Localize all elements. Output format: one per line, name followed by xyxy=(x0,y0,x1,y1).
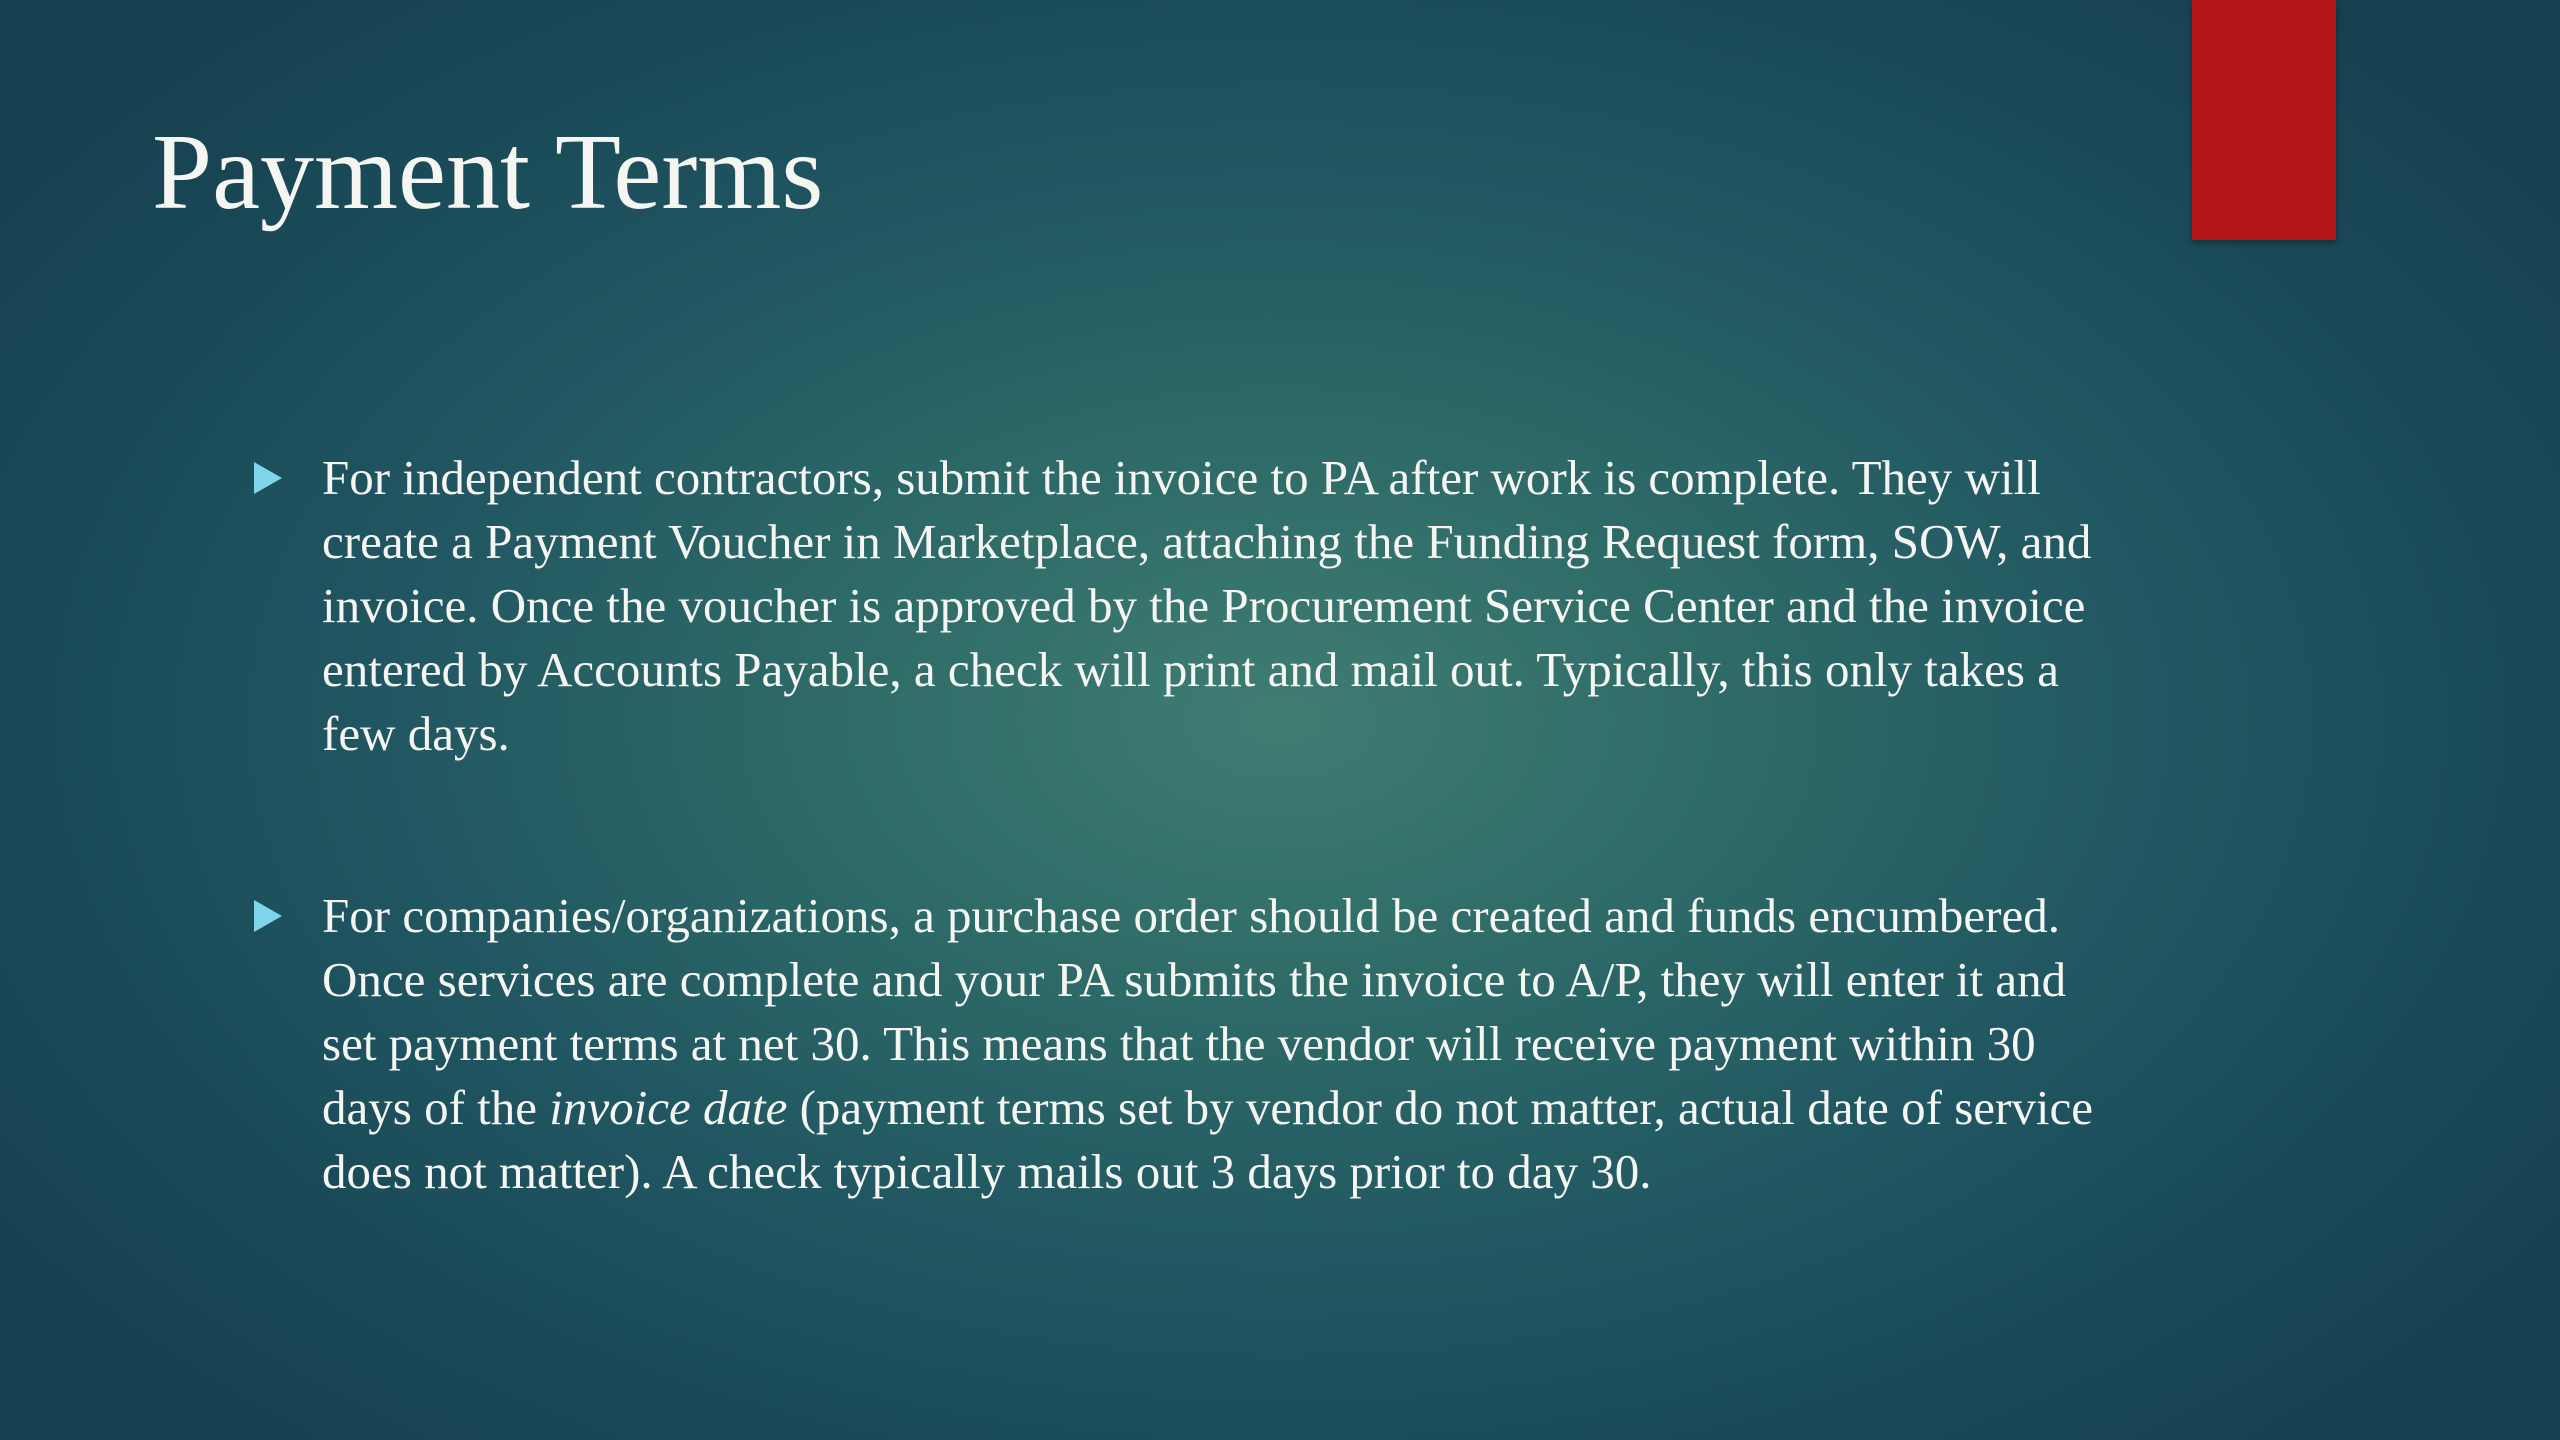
bullet-list xyxy=(250,446,2100,1204)
bullet-text-emphasis: invoice date xyxy=(549,1080,788,1135)
bullet-text: For independent contractors, submit the invoice to PA after work is complete. They will create a Payment Voucher in Marketplace, attaching the Funding Request form, SOW, and invoice. Once the voucher is approved by the Procurement Service Center and the invoice entered by Accounts Payable, a check will print and mail out. Typically, this only takes a few days. xyxy=(322,450,2092,761)
triangle-bullet-icon xyxy=(254,900,282,932)
triangle-bullet-icon xyxy=(254,462,282,494)
slide-title: Payment Terms xyxy=(152,113,824,232)
red-accent-bar xyxy=(2192,0,2336,240)
bullet-text-before: For companies/organizations, a purchase order should be created and funds encumbered. Once services are complete and your PA submits the invoice to A/P, they will enter it and set payment terms at net 30. This means that the vendor will receive payment within 30 days of the xyxy=(322,888,2067,1135)
bullet-text-after: (payment terms set by vendor do not matter, actual date of service does not matter). A check typically mails out 3 days prior to day 30. xyxy=(322,1080,2093,1199)
bullet-text xyxy=(322,888,2093,1199)
bullet-item-companies-organizations xyxy=(250,884,2100,1204)
bullet-item-independent-contractors xyxy=(250,446,2100,766)
